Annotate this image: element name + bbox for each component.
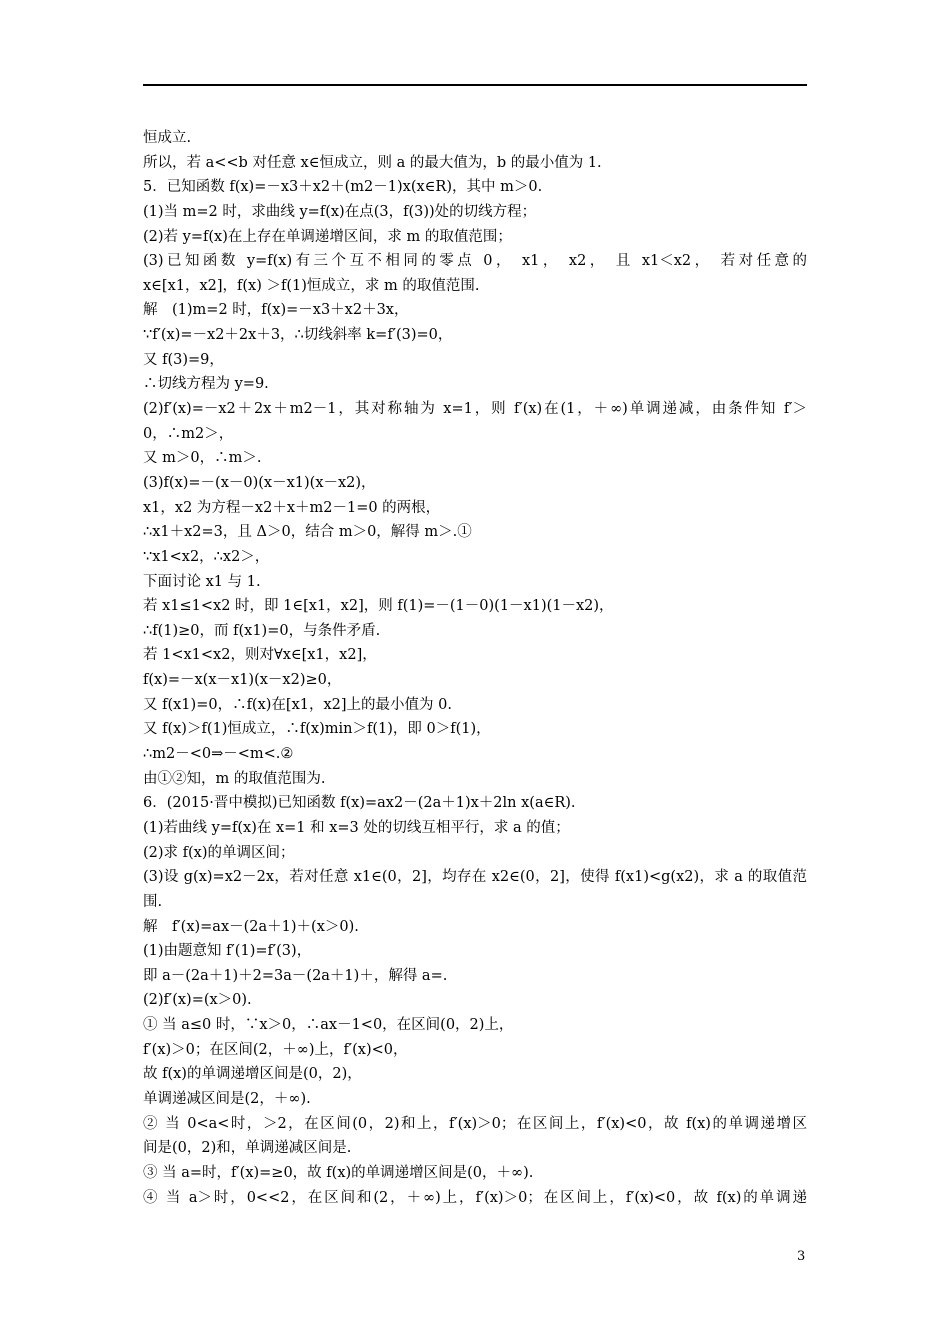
text-line: 解 f′(x)=ax－(2a＋1)＋(x＞0). [143,918,359,935]
text-line: f′(x)＞0；在区间(2，＋∞)上，f′(x)<0， [143,1041,408,1058]
text-line: 即 a－(2a＋1)＋2=3a－(2a＋1)＋，解得 a=. [143,967,448,984]
text-line: ③ 当 a=时，f′(x)=≥0，故 f(x)的单调递增区间是(0，＋∞). [143,1164,534,1181]
text-line: (2)f′(x)=－x2＋2x＋m2－1，其对称轴为 x=1，则 f′(x)在(1，＋∞)单调递减，由条件知 f′＞ [143,401,807,418]
text-line: 下面讨论 x1 与 1. [143,573,261,590]
text-line: ∴f(1)≥0，而 f(x1)=0，与条件矛盾. [143,622,381,639]
text-line: 恒成立. [143,130,192,146]
text-line: 单调递减区间是(2，＋∞). [143,1090,311,1107]
text-line: (3)设 g(x)=x2－2x，若对任意 x1∈(0，2]，均存在 x2∈(0，2]，使得 f(x1)<g(x2)，求 a 的取值范 [143,869,807,886]
text-line: ∵f′(x)=－x2＋2x＋3，∴切线斜率 k=f′(3)=0， [143,327,453,344]
text-line: 又 f(x1)=0，∴f(x)在[x1，x2]上的最小值为 0. [143,696,452,713]
text-line: ① 当 a≤0 时，∵x＞0，∴ax－1<0，在区间(0，2)上， [143,1017,514,1034]
text-line: 5．已知函数 f(x)=－x3＋x2＋(m2－1)x(x∈R)，其中 m＞0. [143,179,543,196]
text-line: (1)由题意知 f′(1)=f′(3)， [143,943,312,960]
text-line: (1)若曲线 y=f(x)在 x=1 和 x=3 处的切线互相平行，求 a 的值； [143,819,570,836]
text-line: 解 (1)m=2 时，f(x)=－x3＋x2＋3x， [143,302,409,319]
text-line: 又 m＞0，∴m＞. [143,450,262,467]
text-line: 所以，若 a<<b 对任意 x∈恒成立，则 a 的最大值为，b 的最小值为 1. [143,154,602,171]
text-line: ∴切线方程为 y=9. [143,376,269,393]
header-rule [143,84,807,86]
text-line: 间是(0，2)和，单调递减区间是. [143,1140,352,1157]
text-line: 围. [143,893,163,910]
text-line: ② 当 0<a<时，＞2，在区间(0，2)和上，f′(x)＞0；在区间上，f′(x)<0，故 f(x)的单调递增区 [143,1115,807,1132]
text-line: 又 f(3)=9， [143,351,224,368]
text-line: x∈[x1，x2]，f(x) ＞f(1)恒成立，求 m 的取值范围. [143,277,480,294]
text-line: (1)当 m=2 时，求曲线 y=f(x)在点(3，f(3))处的切线方程； [143,203,537,220]
document-body [143,126,807,1210]
text-line: (3)已知函数 y=f(x)有三个互不相同的零点 0， x1， x2， 且 x1＜x2， 若对任意的 [143,253,807,270]
text-line: (2)f′(x)=(x＞0). [143,992,252,1009]
text-line: ④ 当 a＞时，0<<2，在区间和(2，＋∞)上，f′(x)＞0；在区间上，f′(x)<0，故 f(x)的单调递 [143,1189,807,1206]
text-line: 6．(2015·晋中模拟)已知函数 f(x)=ax2－(2a＋1)x＋2ln x(a∈R). [143,795,576,812]
text-line: 由①②知，m 的取值范围为. [143,770,326,787]
text-line: ∴x1＋x2=3，且 Δ＞0，结合 m＞0，解得 m＞.① [143,524,472,541]
text-line: 0，∴m2＞， [143,425,234,442]
text-line: x1，x2 为方程－x2＋x＋m2－1=0 的两根， [143,499,441,516]
text-line: 故 f(x)的单调递增区间是(0，2)， [143,1066,362,1083]
text-line: 若 x1≤1<x2 时，即 1∈[x1，x2]，则 f(1)=－(1－0)(1－x1)(1－x2)， [143,598,614,615]
text-line: 若 1<x1<x2，则对∀x∈[x1，x2]， [143,647,377,664]
text-line: ∵x1<x2，∴x2＞， [143,548,270,565]
text-line: 又 f(x)＞f(1)恒成立，∴f(x)min＞f(1)，即 0＞f(1)， [143,721,491,738]
text-line: (2)求 f(x)的单调区间； [143,844,295,861]
text-line: f(x)=－x(x－x1)(x－x2)≥0， [143,672,342,689]
text-line: ∴m2－<0⇒－<m<.② [143,746,294,763]
text-line: (2)若 y=f(x)在上存在单调递增区间，求 m 的取值范围； [143,228,512,245]
page-number: 3 [797,1249,806,1264]
text-line: (3)f(x)=－(x－0)(x－x1)(x－x2)， [143,474,376,491]
